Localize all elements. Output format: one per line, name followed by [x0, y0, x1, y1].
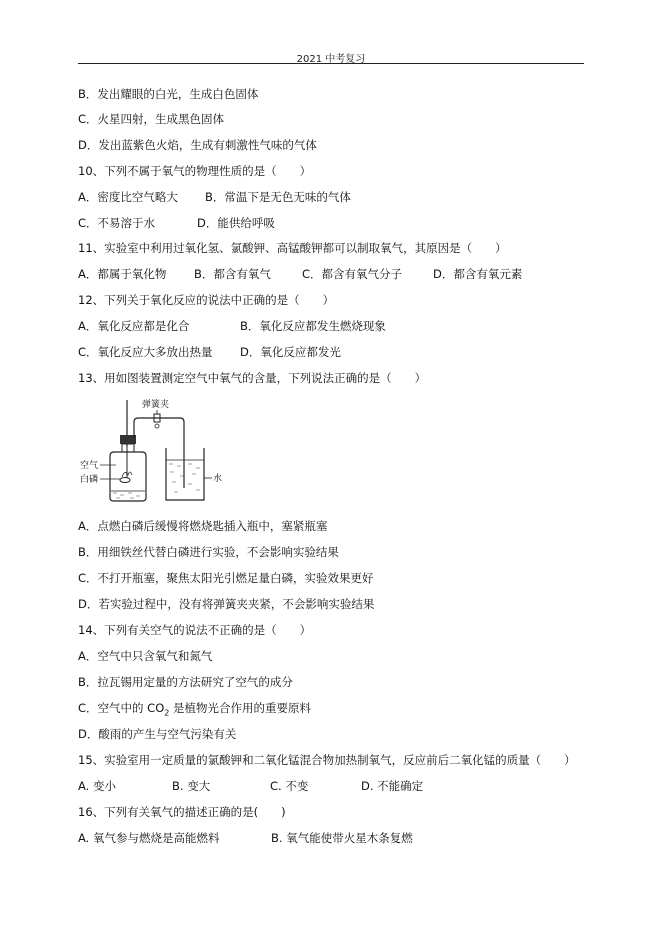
q10-option-a: A．密度比空气略大 [78, 190, 178, 204]
q16-option-b: B. 氧气能使带火星木条复燃 [271, 831, 413, 845]
q15-option-c: C. 不变 [270, 779, 309, 793]
question-12: 12、下列关于氧化反应的说法中正确的是（ ） [78, 293, 335, 307]
q11-option-a: A．都属于氧化物 [78, 267, 167, 281]
option-b-prev: B．发出耀眼的白光，生成白色固体 [78, 87, 259, 101]
question-11: 11、实验室中利用过氧化氢、氯酸钾、高锰酸钾都可以制取氧气，其原因是（ ） [78, 241, 507, 255]
oxygen-measurement-apparatus-figure [80, 398, 230, 508]
option-c-prev: C．火星四射，生成黑色固体 [78, 112, 225, 126]
q13-option-d: D．若实验过程中，没有将弹簧夹夹紧，不会影响实验结果 [78, 597, 375, 611]
q13-option-c: C．不打开瓶塞，聚焦太阳光引燃足量白磷，实验效果更好 [78, 571, 374, 585]
header-divider [78, 63, 584, 64]
question-14: 14、下列有关空气的说法不正确的是（ ） [78, 623, 312, 637]
q12-option-a: A．氧化反应都是化合 [78, 319, 190, 333]
q14c-subscript: 2 [164, 708, 170, 718]
question-15: 15、实验室用一定质量的氯酸钾和二氧化锰混合物加热制氧气，反应前后二氧化锰的质量（ ） [78, 753, 576, 767]
q14c-text-post: 是植物光合作用的重要原料 [169, 701, 312, 715]
q12-option-b: B．氧化反应都发生燃烧现象 [240, 319, 386, 333]
q13-option-a: A．点燃白磷后缓慢将燃烧匙插入瓶中，塞紧瓶塞 [78, 519, 328, 533]
q15-option-a: A. 变小 [78, 779, 116, 793]
label-air: 空气 [80, 461, 99, 471]
q12-option-d: D．氧化反应都发光 [240, 345, 341, 359]
q14c-text-pre: C．空气中的 CO [78, 701, 165, 715]
option-d-prev: D．发出蓝紫色火焰，生成有刺激性气味的气体 [78, 138, 317, 152]
question-10: 10、下列不属于氧气的物理性质的是（ ） [78, 164, 312, 178]
q12-option-c: C．氧化反应大多放出热量 [78, 345, 213, 359]
q14-option-a: A．空气中只含氧气和氮气 [78, 649, 213, 663]
question-16: 16、下列有关氧气的描述正确的是( ) [78, 805, 286, 819]
q10-option-b: B．常温下是无色无味的气体 [205, 190, 351, 204]
q15-option-d: D. 不能确定 [361, 779, 424, 793]
label-water: 水 [213, 474, 223, 484]
q11-option-d: D．都含有氧元素 [433, 267, 523, 281]
q10-option-c: C．不易溶于水 [78, 216, 156, 230]
label-spring-clamp: 弹簧夹 [142, 400, 170, 410]
page-header: 2021 中考复习 [296, 54, 366, 65]
q13-option-b: B．用细铁丝代替白磷进行实验，不会影响实验结果 [78, 545, 339, 559]
q14-option-d: D．酸雨的产生与空气污染有关 [78, 727, 237, 741]
q14-option-c [78, 701, 311, 720]
q14-option-b: B．拉瓦锡用定量的方法研究了空气的成分 [78, 675, 293, 689]
question-13: 13、用如图装置测定空气中氧气的含量，下列说法正确的是（ ） [78, 371, 427, 385]
label-white-phosphorus: 白磷 [80, 475, 99, 485]
q11-option-c: C．都含有氧气分子 [302, 267, 403, 281]
q10-option-d: D．能供给呼吸 [197, 216, 275, 230]
q15-option-b: B. 变大 [172, 779, 211, 793]
q16-option-a: A. 氧气参与燃烧是高能燃料 [78, 831, 220, 845]
q11-option-b: B．都含有氧气 [194, 267, 271, 281]
